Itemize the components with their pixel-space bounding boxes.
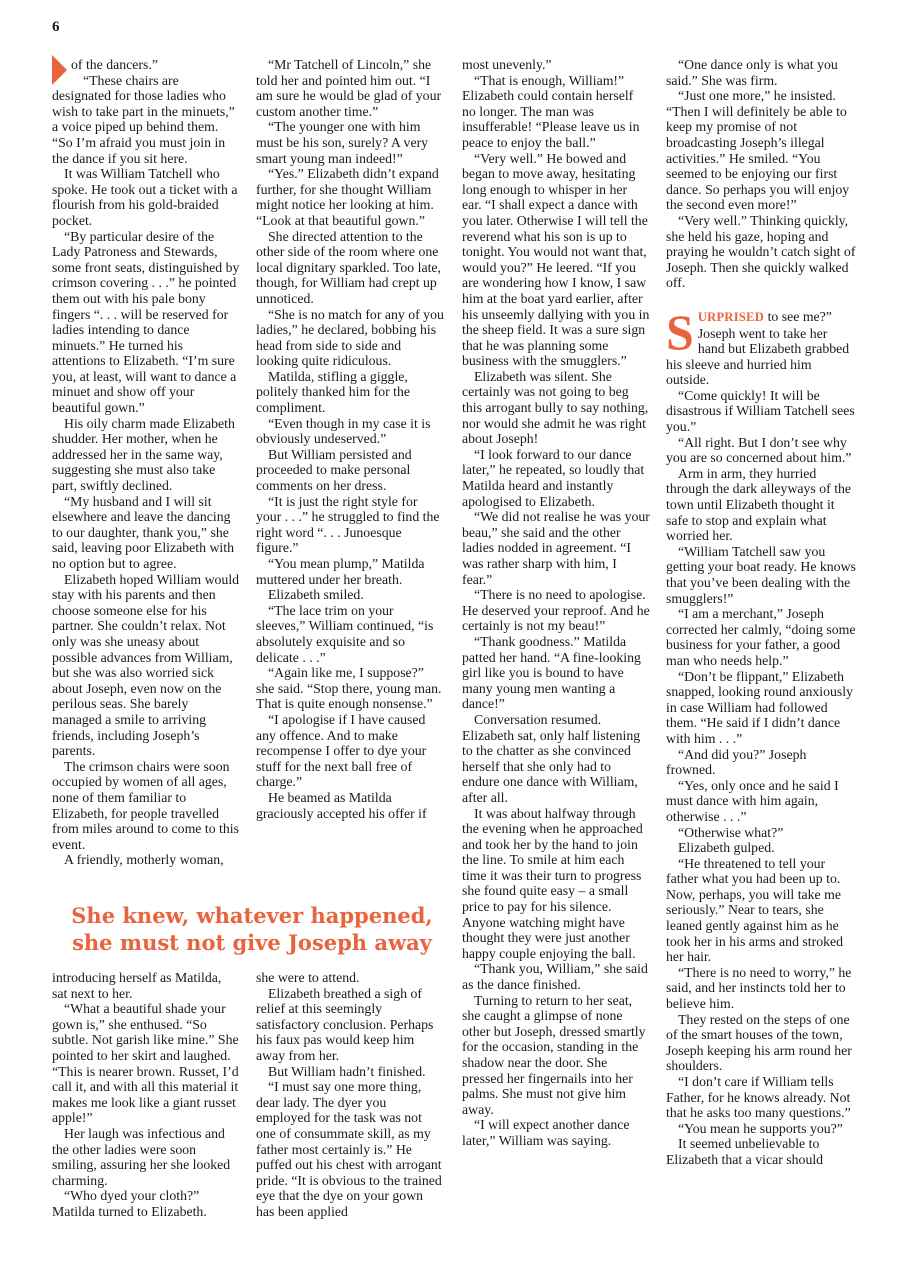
paragraph: “Again like me, I suppose?” she said. “Stop there, young man. That is quite enough nonsense.” [256, 665, 442, 712]
paragraph: “And did you?” Joseph frowned. [666, 746, 807, 778]
drop-cap: S [666, 303, 694, 360]
paragraph: “Thank goodness.” Matilda patted her hand. “A fine-looking girl like you is bound to have many young men wanting a dance!” [462, 633, 641, 712]
paragraph: “My husband and I will sit elsewhere and leave the dancing to our daughter, thank you,” she said, leaving poor Elizabeth with no option but to agree. [52, 493, 234, 571]
paragraph: “I am a merchant,” Joseph corrected her calmly, “doing some business for your father, a good man who needs help.” [666, 606, 856, 668]
pull-quote-line: she must not give Joseph away [72, 930, 432, 955]
paragraph: “I look forward to our dance later,” he repeated, so loudly that Matilda heard and instantly apologised to Elizabeth. [462, 446, 645, 509]
pull-quote-line: She knew, whatever happened, [71, 903, 433, 928]
paragraph: It was William Tatchell who spoke. He took out a ticket with a flourish from his gold-braided pocket. [52, 166, 238, 228]
paragraph: “I apologise if I have caused any offence. And to make recompense I offer to dye your stuff for the next ball free of charge.” [256, 711, 427, 790]
paragraph: He beamed as Matilda graciously accepted his offer if [256, 789, 427, 821]
paragraph: “That is enough, William!” Elizabeth could contain herself no longer. The man was insufferable! “Please leave us in peace to enjoy the ball.” [462, 72, 640, 150]
paragraph: “Come quickly! It will be disastrous if William Tatchell sees you.” [666, 387, 855, 435]
paragraph: “Very well.” Thinking quickly, she held his gaze, hoping and praying he wouldn’t catch sight of Joseph. Then she quickly walked off. [666, 212, 856, 291]
paragraph: Arm in arm, they hurried through the dark alleyways of the town until Elizabeth thought it safe to stop and explain what worried her. [666, 465, 852, 544]
paragraph: most unevenly.” [462, 57, 552, 72]
paragraph: “I don’t care if William tells Father, for he knows already. Not that he asks too many questions.” [666, 1074, 851, 1121]
paragraph: “One dance only is what you said.” She was firm. [666, 57, 838, 88]
lead-in-caps: URPRISED [697, 309, 765, 324]
paragraph: “Yes.” Elizabeth didn’t expand further, for she thought William might notice her looking at him. “Look at that beautiful gown.” [256, 166, 439, 228]
page-number: 6 [52, 19, 60, 35]
paragraph: Conversation resumed. Elizabeth sat, only half listening to the chatter as she convinced herself that she only had to endure one dance with William, after all. [462, 711, 641, 805]
paragraph: Elizabeth gulped. [678, 840, 775, 856]
paragraph: “Just one more,” he insisted. “Then I will definitely be able to keep my promise of not broadcasting Joseph’s illegal activities.” He smiled. “You seemed to be enjoying our first dance. So perhaps you will enjoy the second even more!” [666, 88, 850, 213]
pull-quote [66, 902, 438, 956]
paragraph: “Who dyed your cloth?” Matilda turned to Elizabeth. [52, 1188, 207, 1219]
paragraph: “The lace trim on your sleeves,” William continued, “is absolutely exquisite and so delicate . . .” [256, 602, 434, 665]
paragraph: “I must say one more thing, dear lady. The dyer you employed for the task was not one of consummate skill, as my father most certainly is.” He puffed out his chest with arrogant pride. “It is obvious to the trained eye that the dye on your gown has been applied [256, 1079, 442, 1219]
paragraph: “It is just the right style for your . . .” he struggled to find the right word “. . . Junoesque figure.” [256, 493, 440, 556]
column-4 [666, 57, 856, 1168]
paragraph: But William persisted and proceeded to make personal comments on her dress. [256, 446, 412, 494]
column-1-top [52, 57, 240, 868]
paragraph: “William Tatchell saw you getting your boat ready. He knows that you’ve been dealing with the smugglers!” [666, 543, 856, 606]
paragraph: “She is no match for any of you ladies,” he declared, bobbing his head from side to side and looking quite ridiculous. [256, 306, 444, 369]
paragraph: Turning to return to her seat, she caught a glimpse of none other but Joseph, dressed smartly for the occasion, standing in the shadow near the door. She pressed her fingernails into her palms. She must not give him away. [462, 992, 646, 1117]
paragraph: It was about halfway through the evening when he approached and took her by the hand to join the line. To smile at him each time it was their turn to progress she found quite easy – a small price to pay for his silence. Anyone watching might have thought they were just another happy couple enjoying the ball. [462, 805, 643, 961]
paragraph: “You mean he supports you?” [678, 1120, 843, 1136]
column-3 [462, 57, 650, 1149]
paragraph: Her laugh was infectious and the other ladies were soon smiling, assuring her she looked charming. [52, 1125, 231, 1188]
paragraph: she were to attend. [256, 970, 360, 985]
column-2-bottom [256, 970, 444, 1220]
column-1-bottom [52, 970, 240, 1220]
paragraph: “Yes, only once and he said I must dance with him again, otherwise . . .” [666, 777, 839, 824]
paragraph: of the dancers.” [52, 57, 240, 73]
paragraph: Elizabeth breathed a sigh of relief at this seemingly satisfactory conclusion. Perhaps his faux pas would keep him away from her. [256, 985, 434, 1063]
paragraph: Matilda, stifling a giggle, politely thanked him for the compliment. [256, 368, 411, 416]
paragraph: It seemed unbelievable to Elizabeth that a vicar should [666, 1136, 824, 1167]
column-2-top [256, 57, 444, 821]
paragraph: “These chairs are designated for those ladies who wish to take part in the minuets,” a voice piped up behind them. “So I’m afraid you must join in the dance if you sit here. [52, 72, 235, 166]
paragraph: “Even though in my case it is obviously undeserved.” [256, 415, 431, 447]
paragraph: “Don’t be flippant,” Elizabeth snapped, looking round anxiously in case William had followed them. “He said if I didn’t dance with him . . .” [666, 668, 854, 746]
paragraph: “The younger one with him must be his son, surely? A very smart young man indeed!” [256, 119, 429, 166]
section-opening-paragraph: SURPRISED to see me?” Joseph went to take her hand but Elizabeth grabbed his sleeve and hurried him outside. [666, 303, 850, 388]
paragraph: “Very well.” He bowed and began to move away, hesitating long enough to whisper in her ear. “I shall expect a dance with you later. Otherwise I will tell the reverend what his son is up to tonight. You would not want that, would you?” He leered. “If you are wondering how I know, I saw him at the boat yard earlier, after his unseemly dallying with you in the sheep field. It was a sure sign that he was planning some business with the smugglers.” [462, 150, 650, 369]
paragraph: The crimson chairs were soon occupied by women of all ages, none of them familiar to Elizabeth, for people travelled from miles around to come to this event. [52, 758, 239, 852]
paragraph: But William hadn’t finished. [268, 1063, 426, 1079]
paragraph: “I will expect another dance later,” William was saying. [462, 1117, 630, 1148]
paragraph: “All right. But I don’t see why you are so concerned about him.” [666, 434, 852, 466]
paragraph: Elizabeth smiled. [268, 587, 364, 603]
paragraph: “What a beautiful shade your gown is,” she enthused. “So subtle. Not garish like mine.” She pointed to her skirt and laughed. “This is nearer brown. Russet, I’d call it, and with all this material it makes me look like a giant russet apple!” [52, 1001, 239, 1126]
paragraph: “Otherwise what?” [678, 824, 784, 840]
paragraph: “By particular desire of the Lady Patroness and Stewards, some front seats, distinguished by crimson covering . . .” he pointed them out with his pale bony fingers “. . . will be reserved for ladies intending to dance minuets.” He turned his attentions to Elizabeth. “I’m sure you, at least, will want to dance a minuet and show off your beautiful gown.” [52, 228, 240, 416]
paragraph: “You mean plump,” Matilda muttered under her breath. [256, 556, 425, 587]
paragraph: “There is no need to worry,” he said, and her instincts told her to believe him. [666, 964, 852, 1012]
paragraph: A friendly, motherly woman, [64, 852, 224, 868]
paragraph: “He threatened to tell your father what you had been up to. Now, perhaps, you will take me seriously.” Near to tears, she leaned gently against him as he took her in his arms and stroked her hair. [666, 855, 844, 965]
paragraph: His oily charm made Elizabeth shudder. Her mother, when he addressed her in the same way, suggesting she must also take part, swiftly declined. [52, 415, 235, 494]
paragraph: They rested on the steps of one of the smart houses of the town, Joseph keeping his arm round her shoulders. [666, 1011, 852, 1074]
paragraph: “We did not realise he was your beau,” she said and the other ladies nodded in agreement. “I was rather sharp with him, I fear.” [462, 509, 650, 587]
section-marker-icon [52, 55, 67, 85]
paragraph: Elizabeth hoped William would stay with his parents and then choose someone else for his partner. She couldn’t relax. Not only was she uneasy about possible advances from William, but she was also worried sick about Joseph, even now on the perilous seas. She barely managed a smile to arriving friends, including Joseph’s parents. [52, 571, 240, 759]
paragraph: Elizabeth was silent. She certainly was not going to beg this arrogant bully to say nothing, nor would she admit he was right about Joseph! [462, 368, 649, 447]
paragraph: “Mr Tatchell of Lincoln,” she told her and pointed him out. “I am sure he would be glad of your custom another time.” [256, 57, 442, 119]
paragraph: She directed attention to the other side of the room where one local dignitary sparkled. Too late, though, for William had crept up unnoticed. [256, 228, 441, 306]
paragraph: introducing herself as Matilda, sat next to her. [52, 970, 222, 1001]
paragraph: “There is no need to apologise. He deserved your reproof. And he certainly is not my beau!” [462, 587, 650, 634]
paragraph: “Thank you, William,” she said as the dance finished. [462, 961, 648, 993]
